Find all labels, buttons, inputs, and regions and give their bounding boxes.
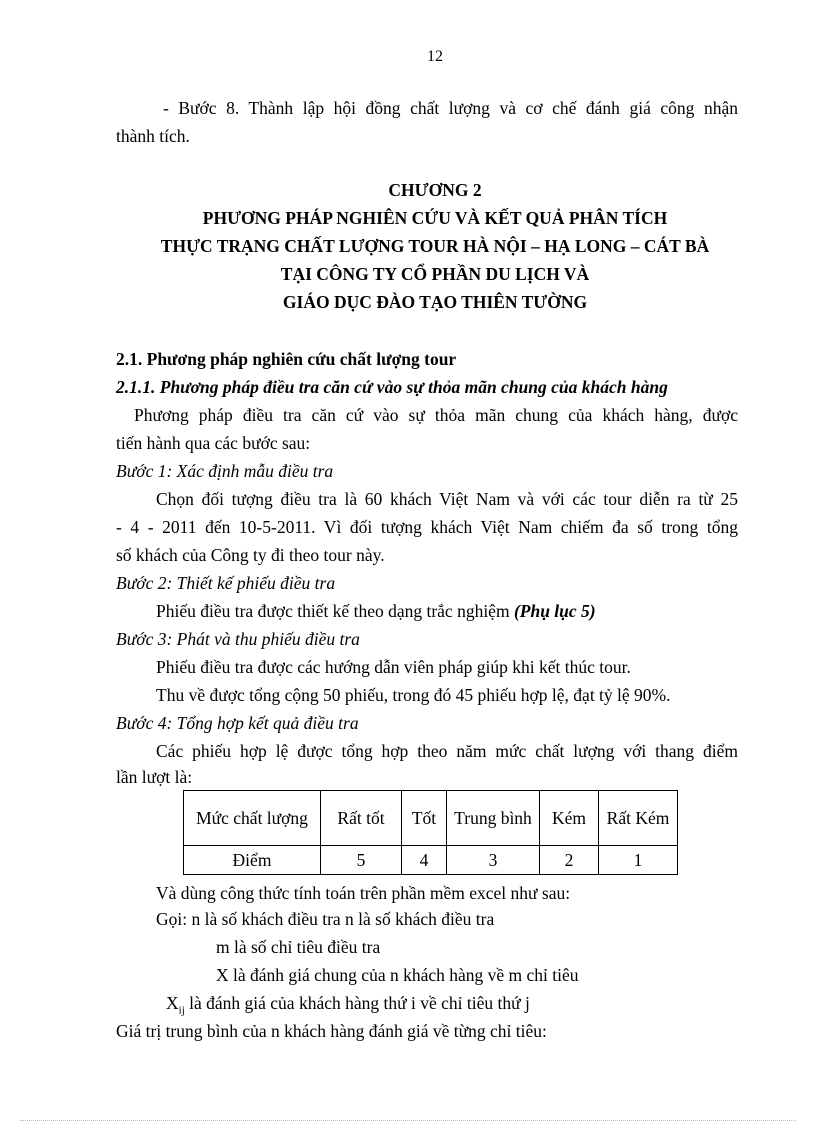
- section-2-1-heading: 2.1. Phương pháp nghiên cứu chất lượng tour: [116, 349, 457, 369]
- step3-line2: Thu về được tổng cộng 50 phiếu, trong đó 45 phiếu hợp lệ, đạt tỷ lệ 90%.: [156, 685, 671, 705]
- intro-line2: tiến hành qua các bước sau:: [116, 433, 311, 453]
- table-level-cell: Rất tốt: [321, 791, 402, 846]
- chapter-title-line-2: THỰC TRẠNG CHẤT LƯỢNG TOUR HÀ NỘI – HẠ LONG – CÁT BÀ: [160, 236, 710, 256]
- table-score-label: Điểm: [184, 846, 321, 875]
- section-2-1-1-heading: 2.1.1. Phương pháp điều tra căn cứ vào sự thỏa mãn chung của khách hàng: [116, 377, 668, 397]
- step3-title: Bước 3: Phát và thu phiếu điều tra: [116, 629, 360, 649]
- table-row: [184, 846, 678, 875]
- step4-title: Bước 4: Tổng hợp kết quả điều tra: [116, 713, 359, 733]
- step8-line1: - Bước 8. Thành lập hội đồng chất lượng và cơ chế đánh giá công nhận: [163, 98, 738, 118]
- step4-line2: lần lượt là:: [116, 767, 193, 787]
- table-level-cell: Tốt: [402, 791, 447, 846]
- table-score-cell: 1: [599, 846, 678, 875]
- formula-intro: Và dùng công thức tính toán trên phần mềm excel như sau:: [156, 883, 571, 903]
- table-score-cell: 5: [321, 846, 402, 875]
- formula-goi-line: Gọi: n là số khách điều tra n là số khách điều tra: [156, 909, 495, 929]
- chapter-label: CHƯƠNG 2: [388, 180, 482, 200]
- step8-line2: thành tích.: [116, 126, 190, 146]
- chapter-title-line-3: TẠI CÔNG TY CỔ PHẦN DU LỊCH VÀ: [280, 264, 590, 284]
- chapter-title-line-1: PHƯƠNG PHÁP NGHIÊN CỨU VÀ KẾT QUẢ PHÂN TÍCH: [202, 208, 668, 228]
- step1-line1: Chọn đối tượng điều tra là 60 khách Việt Nam và với các tour diễn ra từ 25: [156, 489, 738, 509]
- step1-line2: - 4 - 2011 đến 10-5-2011. Vì đối tượng khách Việt Nam chiếm đa số trong tổng: [116, 517, 738, 537]
- table-row: [184, 791, 678, 846]
- table-score-cell: 3: [447, 846, 540, 875]
- table-header-label: Mức chất lượng: [184, 791, 321, 846]
- table-score-cell: 2: [540, 846, 599, 875]
- step1-line3: số khách của Công ty đi theo tour này.: [116, 545, 385, 565]
- step2-text: [156, 599, 596, 623]
- table-level-cell: Kém: [540, 791, 599, 846]
- formula-xij-line: [166, 991, 530, 1023]
- score-table: [183, 790, 678, 875]
- table-score-cell: 4: [402, 846, 447, 875]
- step2-text-main: Phiếu điều tra được thiết kế theo dạng trắc nghiệm: [156, 601, 514, 621]
- formula-average-line: Giá trị trung bình của n khách hàng đánh giá về từng chỉ tiêu:: [116, 1021, 547, 1041]
- page-bottom-divider: [20, 1120, 796, 1121]
- step2-title: Bước 2: Thiết kế phiếu điều tra: [116, 573, 336, 593]
- formula-m-line: m là số chỉ tiêu điều tra: [216, 937, 381, 957]
- table-level-cell: Rất Kém: [599, 791, 678, 846]
- formula-x-line: X là đánh giá chung của n khách hàng về m chỉ tiêu: [216, 965, 579, 985]
- appendix-reference: (Phụ lục 5): [513, 601, 596, 621]
- table-level-cell: Trung bình: [447, 791, 540, 846]
- step3-line1: Phiếu điều tra được các hướng dẫn viên pháp giúp khi kết thúc tour.: [156, 657, 631, 677]
- chapter-title-line-4: GIÁO DỤC ĐÀO TẠO THIÊN TƯỜNG: [282, 292, 588, 312]
- xij-symbol: X: [166, 993, 179, 1013]
- step4-line1: Các phiếu hợp lệ được tổng hợp theo năm mức chất lượng với thang điểm: [156, 741, 738, 761]
- step1-title: Bước 1: Xác định mẫu điều tra: [116, 461, 334, 481]
- intro-line1: Phương pháp điều tra căn cứ vào sự thỏa mãn chung của khách hàng, được: [134, 405, 738, 425]
- page-number: 12: [427, 48, 443, 65]
- xij-text: là đánh giá của khách hàng thứ i về chỉ tiêu thứ j: [184, 993, 530, 1013]
- xij-subscript: ij: [178, 1004, 185, 1017]
